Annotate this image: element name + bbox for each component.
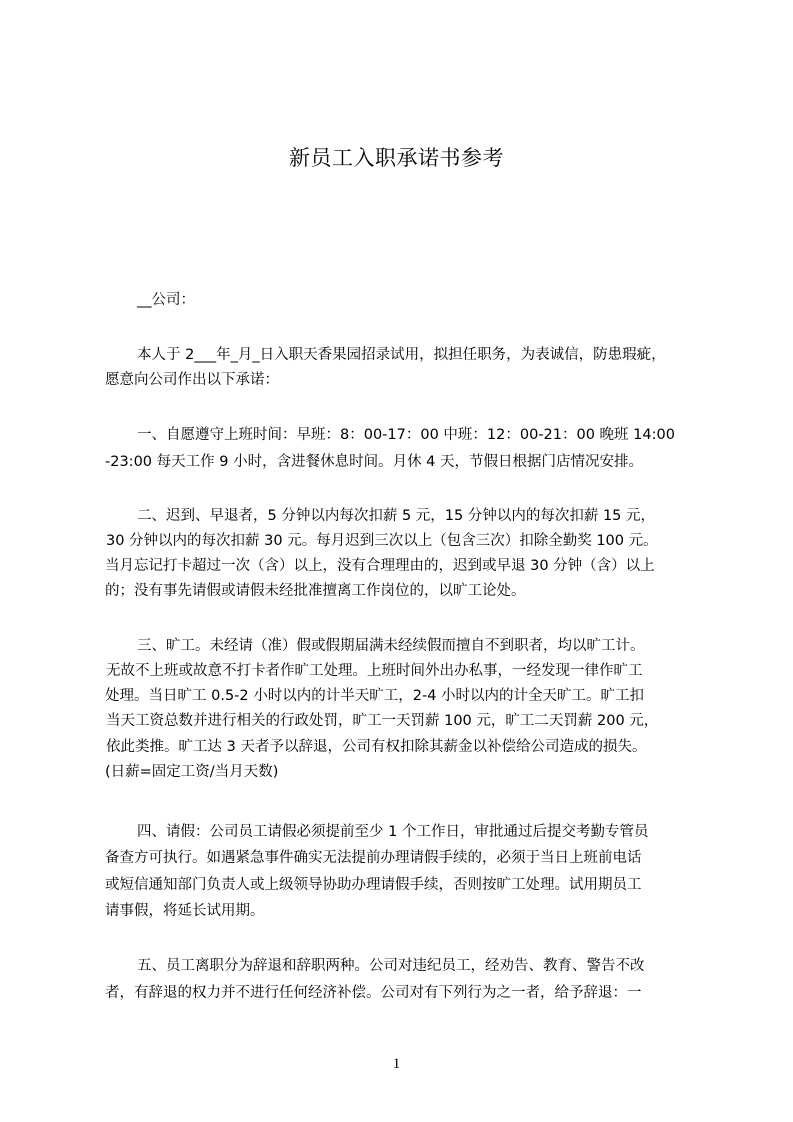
paragraph-line: 备查方可执行。如遇紧急事件确实无法提前办理请假手续的，必须于当日上班前电话 [105,850,642,866]
paragraph-line: 二、迟到、早退者，5 分钟以内每次扣薪 5 元，15 分钟以内的每次扣薪 15 元， [137,508,656,524]
paragraph-line: 处理。当日旷工 0.5-2 小时以内的计半天旷工，2-4 小时以内的计全天旷工。旷工扣 [105,688,645,704]
paragraph-line: 五、员工离职分为辞退和辞职两种。公司对违纪员工，经劝告、教育、警告不改 [137,958,645,974]
paragraph-line: 的；没有事先请假或请假未经批准擅离工作岗位的，以旷工论处。 [105,583,526,599]
paragraph-line: 愿意向公司作出以下承诺： [105,372,279,388]
paragraph-line: -23:00 每天工作 9 小时，含进餐休息时间。月休 4 天，节假日根据门店情况安排。 [105,454,644,470]
paragraph-line: 者，有辞退的权力并不进行任何经济补偿。公司对有下列行为之一者，给予辞退：一 [105,985,642,1001]
paragraph-line: 无故不上班或故意不打卡者作旷工处理。上班时间外出办私事，一经发现一律作旷工 [106,663,643,679]
paragraph-line: 一、自愿遵守上班时间：早班：8：00-17：00 中班：12：00-21：00 晚班 14:00 [137,427,675,443]
paragraph-line: 30 分钟以内的每次扣薪 30 元。每月迟到三次以上（包含三次）扣除全勤奖 100 元。 [106,533,658,549]
document-title: 新员工入职承诺书参考 [289,146,504,170]
salutation: __公司： [137,292,195,308]
paragraph-line: (日薪=固定工资/当月天数) [105,764,279,780]
paragraph-line: 当天工资总数并进行相关的行政处罚，旷工一天罚薪 100 元，旷工二天罚薪 200 元， [106,713,659,729]
paragraph-line: 三、旷工。未经请（准）假或假期届满未经续假而擅自不到职者，均以旷工计。 [137,638,645,654]
paragraph-line: 四、请假：公司员工请假必须提前至少 1 个工作日，审批通过后提交考勤专管员 [137,824,649,840]
page-number: 1 [392,1056,401,1072]
paragraph-line: 本人于 2___年_月_日入职天香果园招录试用，拟担任职务，为表诚信，防患瑕疵， [137,347,666,363]
paragraph-line: 或短信通知部门负责人或上级领导协助办理请假手续，否则按旷工处理。试用期员工 [105,877,642,893]
paragraph-line: 当月忘记打卡超过一次（含）以上，没有合理理由的，迟到或早退 30 分钟（含）以上 [105,558,655,574]
paragraph-line: 依此类推。旷工达 3 天者予以辞退，公司有权扣除其薪金以补偿给公司造成的损失。 [106,739,647,755]
paragraph-line: 请事假，将延长试用期。 [105,903,265,919]
